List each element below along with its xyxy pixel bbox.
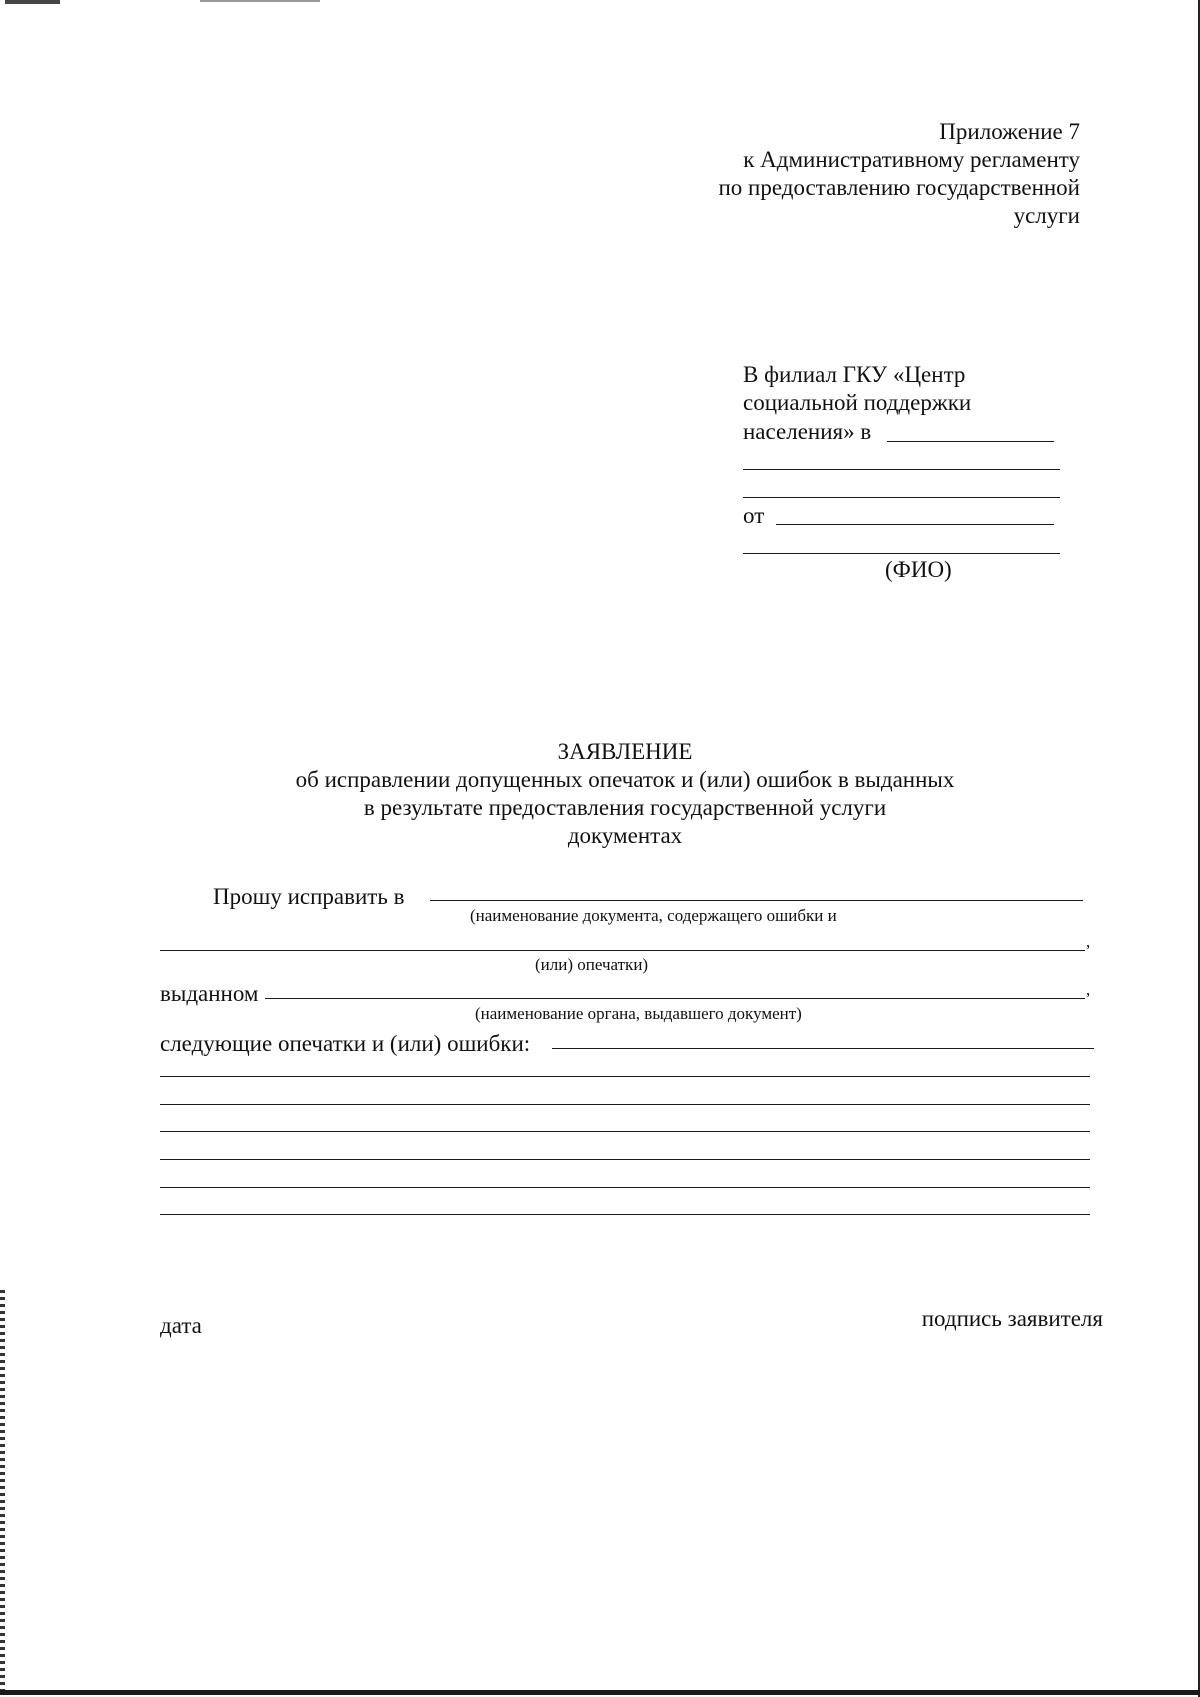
from-field-line-2[interactable] xyxy=(743,553,1060,554)
errors-field-line-5[interactable] xyxy=(160,1159,1090,1160)
branch-field-line-2[interactable] xyxy=(743,469,1060,470)
scan-edge-top-faint xyxy=(200,0,320,2)
appendix-line-2: к Административному регламенту xyxy=(743,147,1080,172)
from-label: от xyxy=(743,503,765,528)
addressee-line-2: социальной поддержки xyxy=(743,390,972,415)
appendix-line-3: по предоставлению государственной xyxy=(718,175,1080,200)
issuing-organ-caption: (наименование органа, выдавшего документ) xyxy=(475,1004,802,1023)
branch-field-line-1[interactable] xyxy=(887,441,1054,442)
document-title xyxy=(0,738,1200,850)
errors-field-line-2[interactable] xyxy=(160,1076,1090,1077)
document-name-field[interactable] xyxy=(430,900,1083,901)
comma-1: , xyxy=(1086,932,1091,951)
errors-field-line-7[interactable] xyxy=(160,1214,1090,1215)
title-main: ЗАЯВЛЕНИЕ xyxy=(557,739,693,764)
scan-edge-left xyxy=(0,1290,5,1690)
fio-caption: (ФИО) xyxy=(885,557,952,582)
issuing-organ-field[interactable] xyxy=(265,998,1085,999)
addressee-line-1: В филиал ГКУ «Центр xyxy=(743,362,966,387)
date-label: дата xyxy=(160,1313,202,1338)
errors-field-line-3[interactable] xyxy=(160,1104,1090,1105)
title-line-3: документах xyxy=(567,823,683,848)
title-line-1: об исправлении допущенных опечаток и (или) ошибок в выданных xyxy=(295,767,955,792)
request-label: Прошу исправить в xyxy=(213,884,405,909)
document-name-caption: (наименование документа, содержащего ошибки и xyxy=(470,906,837,925)
scan-edge-bottom xyxy=(0,1690,1200,1695)
comma-2: , xyxy=(1086,980,1091,999)
appendix-line-1: Приложение 7 xyxy=(939,119,1080,144)
appendix-line-4: услуги xyxy=(1013,203,1080,228)
signature-label: подпись заявителя xyxy=(921,1306,1103,1331)
addressee-line-3: населения» в xyxy=(743,419,872,444)
errors-label: следующие опечатки и (или) ошибки: xyxy=(160,1031,531,1056)
appendix-header xyxy=(718,118,1080,230)
branch-field-line-3[interactable] xyxy=(743,497,1060,498)
errors-field-line-6[interactable] xyxy=(160,1187,1090,1188)
errors-field-line-4[interactable] xyxy=(160,1131,1090,1132)
issued-label: выданном xyxy=(160,981,259,1006)
document-name-caption-2: (или) опечатки) xyxy=(535,955,649,974)
title-line-2: в результате предоставления государственной услуги xyxy=(363,795,887,820)
document-name-field-2[interactable] xyxy=(160,950,1085,951)
errors-field-line-1[interactable] xyxy=(552,1048,1094,1049)
from-field-line-1[interactable] xyxy=(776,524,1054,525)
scan-edge-top xyxy=(5,0,60,4)
